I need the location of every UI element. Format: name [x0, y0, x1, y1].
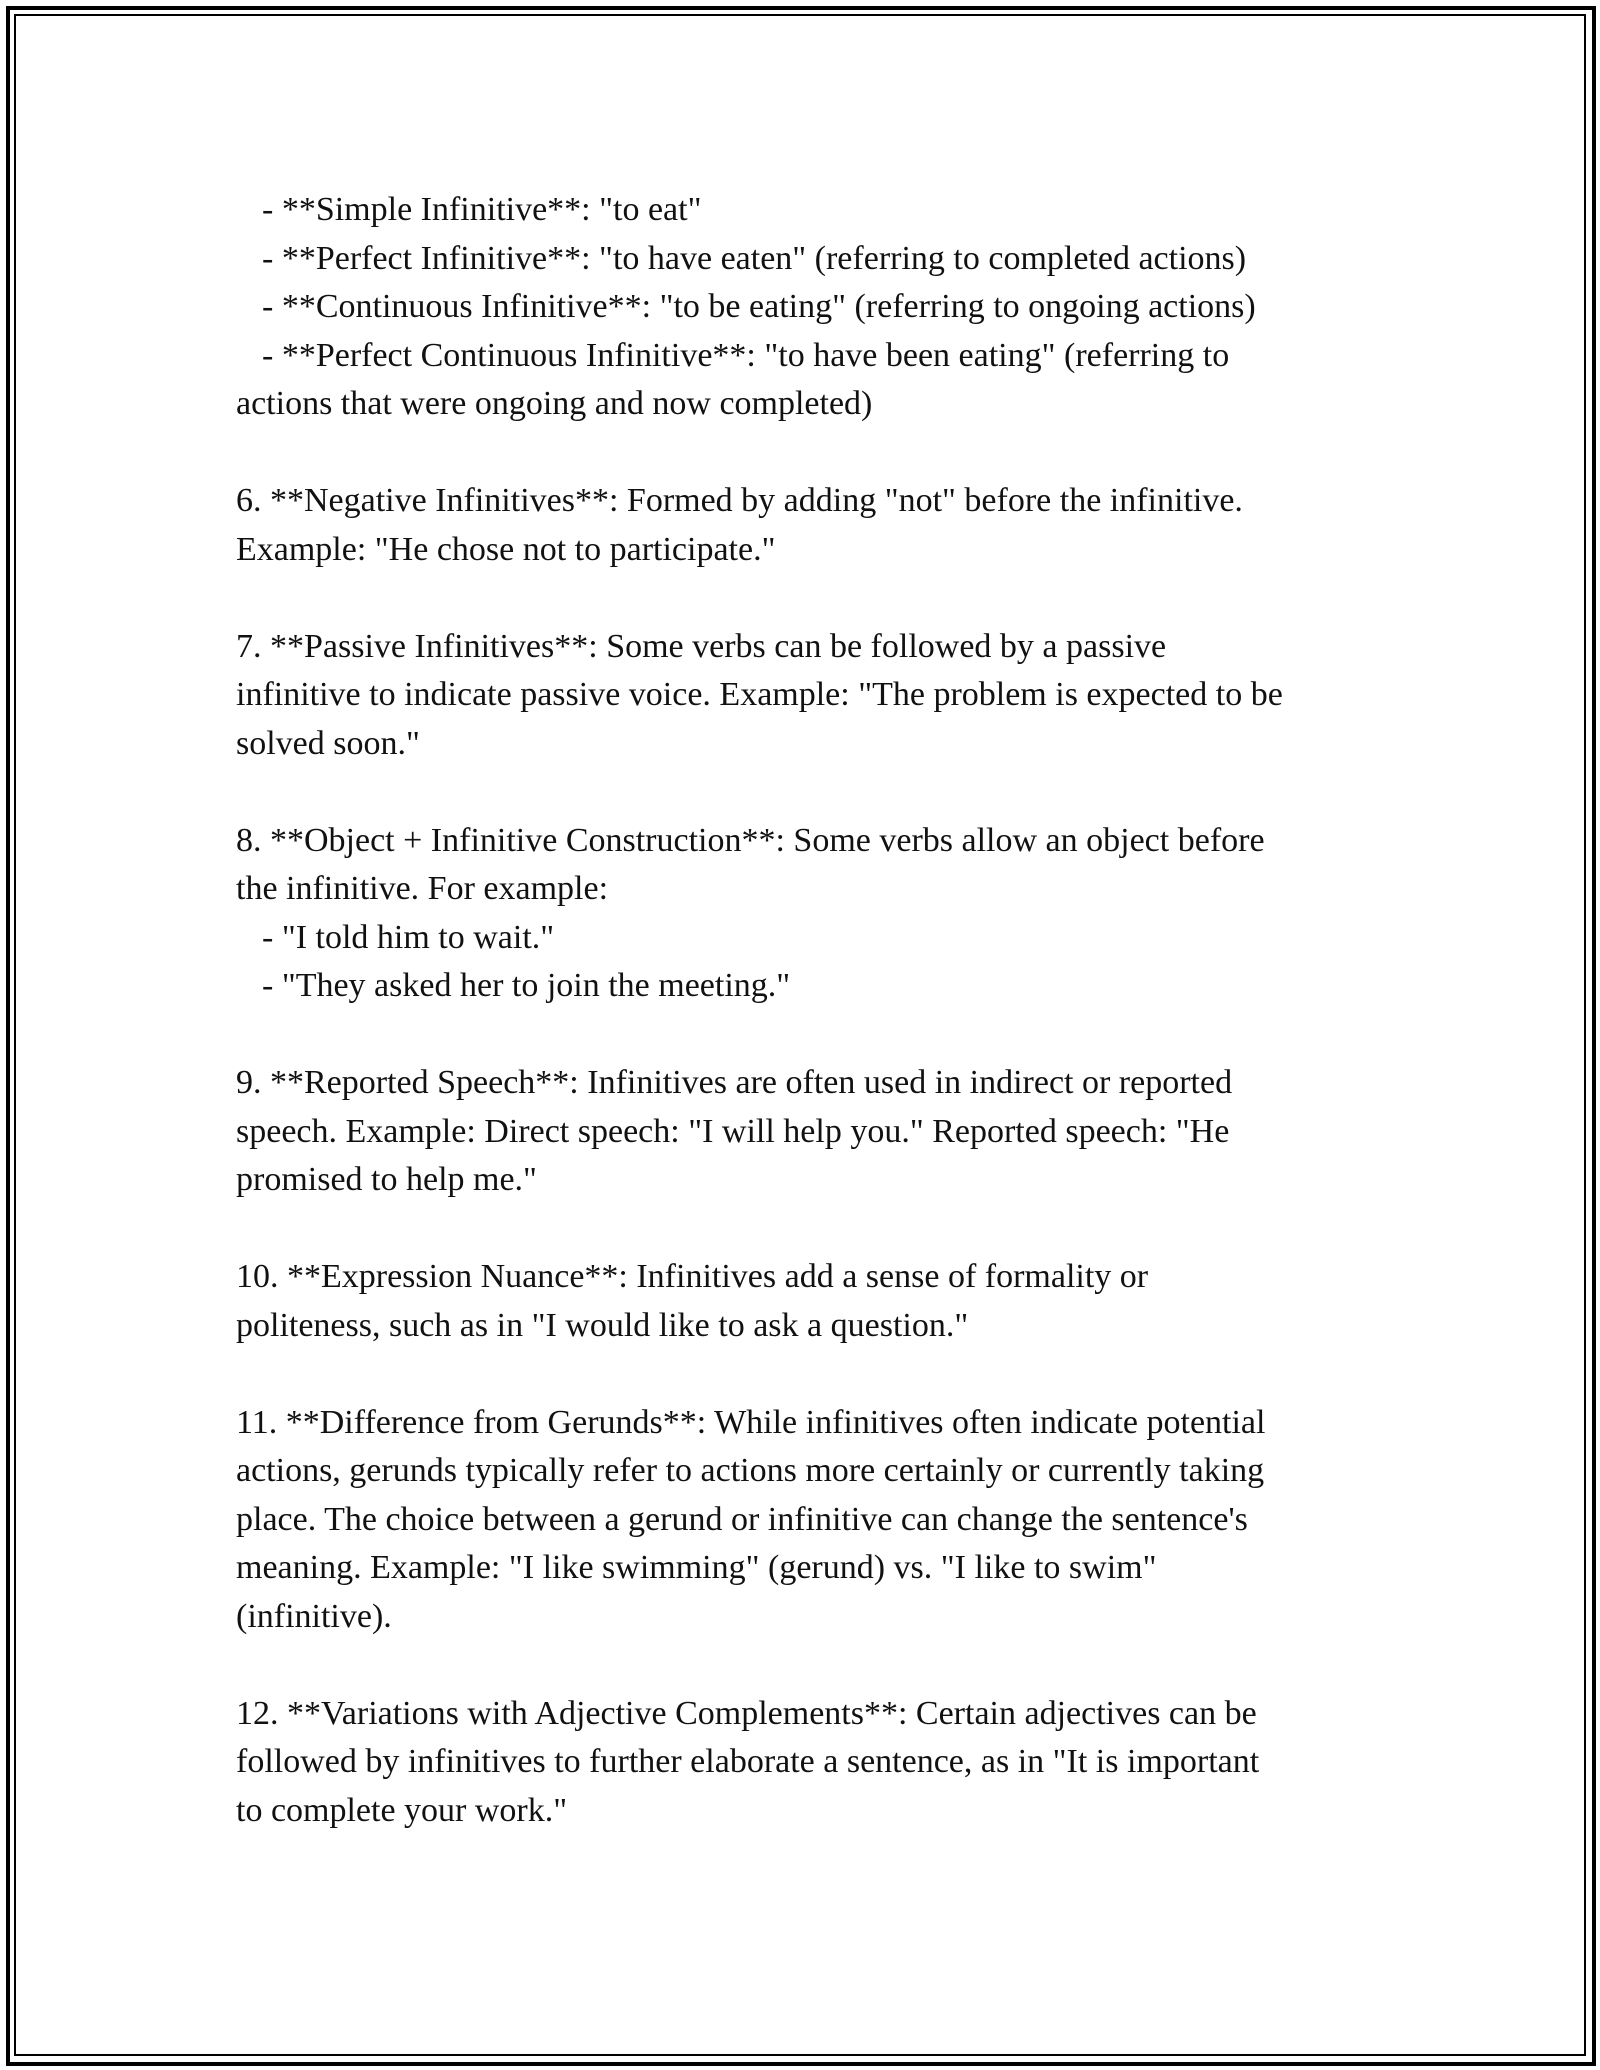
paragraph-line: 9. **Reported Speech**: Infinitives are often used in indirect or reported: [236, 1064, 1233, 1101]
paragraph-gap: [236, 429, 1376, 478]
paragraph-gap: [236, 1205, 1376, 1254]
list-item-11-difference-from-gerunds: [236, 1399, 1376, 1642]
list-item-7-passive-infinitives: [236, 623, 1376, 769]
paragraph-line: 11. **Difference from Gerunds**: While infinitives often indicate potential: [236, 1403, 1266, 1441]
paragraph-line: 10. **Expression Nuance**: Infinitives add a sense of formality or: [236, 1258, 1149, 1295]
paragraph-line: place. The choice between a gerund or infinitive can change the sentence's: [236, 1500, 1248, 1538]
paragraph-line: 6. **Negative Infinitives**: Formed by adding "not" before the infinitive.: [236, 482, 1243, 519]
paragraph-line: the infinitive. For example:: [236, 870, 609, 907]
list-item-12-adjective-complements: [236, 1690, 1376, 1836]
paragraph-line: speech. Example: Direct speech: "I will help you." Reported speech: "He: [236, 1112, 1230, 1150]
paragraph-line: actions, gerunds typically refer to actions more certainly or currently taking: [236, 1452, 1265, 1489]
sublist-item-perfect-continuous-infinitive: - **Perfect Continuous Infinitive**: "to have been eating" (referring to: [262, 336, 1230, 374]
paragraph-line: 7. **Passive Infinitives**: Some verbs can be followed by a passive: [236, 627, 1167, 665]
paragraph-line: Example: "He chose not to participate.": [236, 530, 776, 568]
paragraph-gap: [236, 1350, 1376, 1399]
list-item-10-expression-nuance: [236, 1253, 1376, 1350]
document-body: [236, 186, 1376, 1835]
paragraph-line: 8. **Object + Infinitive Construction**: Some verbs allow an object before: [236, 821, 1265, 859]
example-subitem: - "I told him to wait.": [262, 918, 555, 956]
paragraph-gap: [236, 574, 1376, 623]
paragraph-gap: [236, 768, 1376, 817]
sublist-item-perfect-infinitive: - **Perfect Infinitive**: "to have eaten" (referring to completed actions): [262, 239, 1247, 277]
list-item-6-negative-infinitives: [236, 477, 1376, 574]
example-subitem: - "They asked her to join the meeting.": [262, 967, 791, 1004]
sublist-item-continuous-infinitive: - **Continuous Infinitive**: "to be eating" (referring to ongoing actions): [262, 288, 1256, 325]
paragraph-gap: [236, 1641, 1376, 1690]
paragraph-line: solved soon.": [236, 724, 420, 762]
paragraph-line: promised to help me.": [236, 1161, 537, 1198]
paragraph-line: to complete your work.": [236, 1791, 568, 1829]
paragraph-gap: [236, 1011, 1376, 1060]
sublist-item-simple-infinitive: - **Simple Infinitive**: "to eat": [262, 191, 702, 228]
paragraph-line: (infinitive).: [236, 1597, 392, 1635]
paragraph-line: infinitive to indicate passive voice. Example: "The problem is expected to be: [236, 676, 1283, 713]
list-item-8-object-infinitive: [236, 817, 1376, 1011]
paragraph-line: followed by infinitives to further elaborate a sentence, as in "It is important: [236, 1743, 1260, 1780]
paragraph-line: meaning. Example: "I like swimming" (gerund) vs. "I like to swim": [236, 1549, 1157, 1586]
paragraph-line: 12. **Variations with Adjective Complements**: Certain adjectives can be: [236, 1694, 1257, 1732]
sublist-item-continuation: actions that were ongoing and now completed): [236, 385, 873, 422]
list-item-9-reported-speech: [236, 1059, 1376, 1205]
infinitive-forms-sublist: [236, 186, 1376, 429]
paragraph-line: politeness, such as in "I would like to ask a question.": [236, 1306, 969, 1344]
